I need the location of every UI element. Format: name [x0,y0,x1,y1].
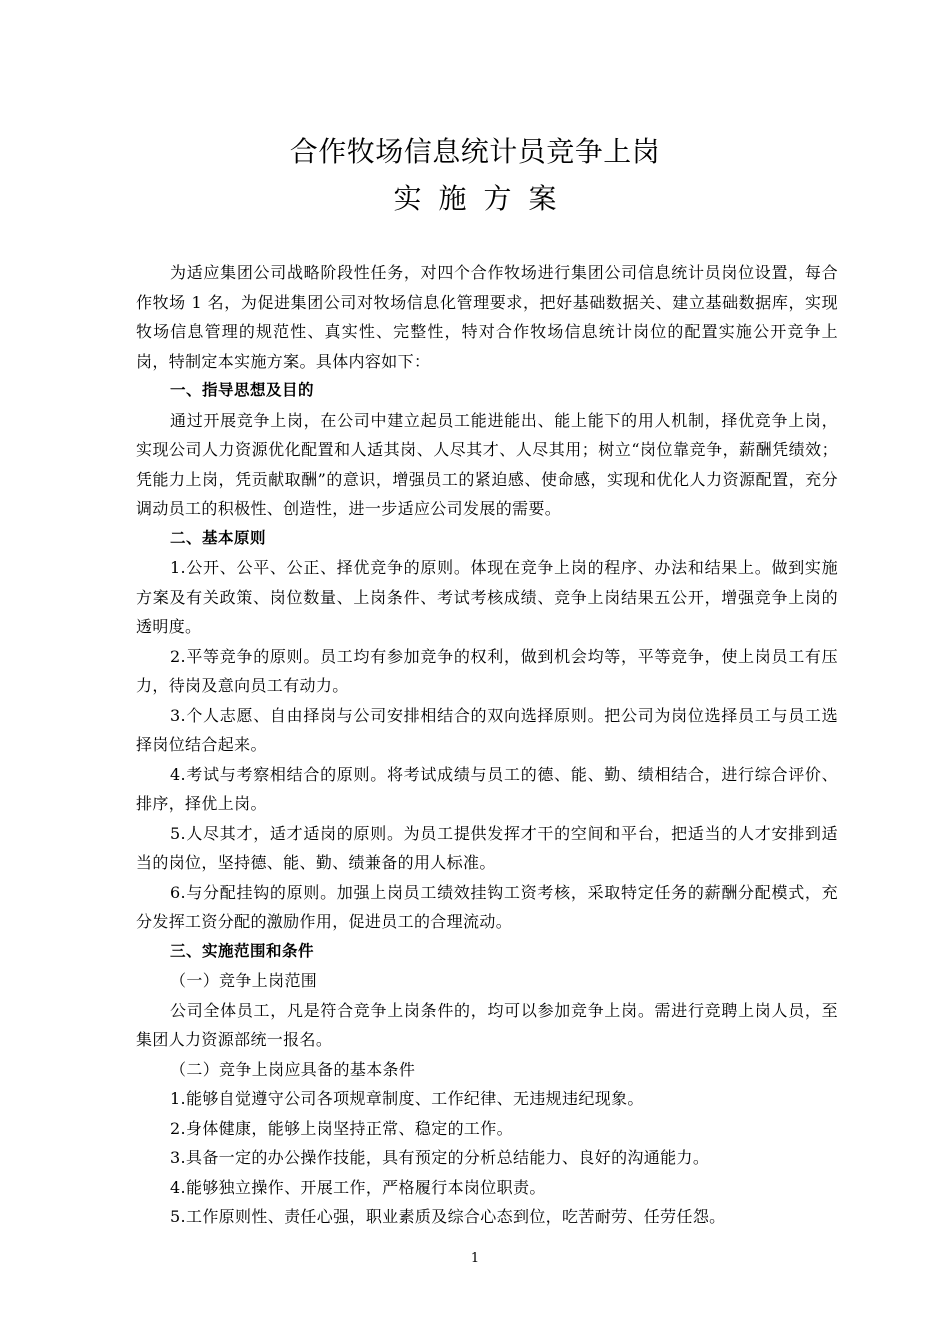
document-title: 合作牧场信息统计员竞争上岗 [289,135,661,168]
subsection-heading-scope: （一）竞争上岗范围 [170,971,318,990]
intro-paragraph: 为适应集团公司战略阶段性任务，对四个合作牧场进行集团公司信息统计员岗位设置，每合作牧场 1 名，为促进集团公司对牧场信息化管理要求，把好基础数据关、建立基础数据库，实现牧场信息管理的规范性、真实性、完整性，特对合作牧场信息统计岗位的配置实施公开竞争上岗，特制定本实施方案。具体内容如下： [136,263,838,371]
condition-item: 5.工作原则性、责任心强，职业素质及综合心态到位，吃苦耐劳、任劳任怨。 [170,1207,726,1226]
principle-item: 3.个人志愿、自由择岗与公司安排相结合的双向选择原则。把公司为岗位选择员工与员工选择岗位结合起来。 [136,705,838,754]
section-heading-guiding-thought: 一、指导思想及目的 [170,381,315,399]
condition-item: 4.能够独立操作、开展工作，严格履行本岗位职责。 [170,1177,546,1197]
condition-item: 1.能够自觉遵守公司各项规章制度、工作纪律、无违规违纪现象。 [170,1089,644,1108]
condition-item: 3.具备一定的办公操作技能，具有预定的分析总结能力、良好的沟通能力。 [170,1148,710,1167]
principle-item: 1.公开、公平、公正、择优竞争的原则。体现在竞争上岗的程序、办法和结果上。做到实施方案及有关政策、岗位数量、上岗条件、考试考核成绩、竞争上岗结果五公开，增强竞争上岗的透明度。 [136,558,838,636]
section-heading-scope-conditions: 三、实施范围和条件 [170,941,315,960]
document-body [136,258,838,1232]
condition-item: 2.身体健康，能够上岗坚持正常、稳定的工作。 [170,1118,513,1138]
principle-item: 5.人尽其才，适才适岗的原则。为员工提供发挥才干的空间和平台，把适当的人才安排到适当的岗位，坚持德、能、勤、绩兼备的用人标准。 [136,823,838,872]
principle-item: 2.平等竞争的原则。员工均有参加竞争的权利，做到机会均等，平等竞争，使上岗员工有压力，待岗及意向员工有动力。 [136,646,838,695]
page-number: 1 [470,1251,480,1266]
subsection-heading-conditions: （二）竞争上岗应具备的基本条件 [170,1059,416,1079]
scope-paragraph: 公司全体员工，凡是符合竞争上岗条件的，均可以参加竞争上岗。需进行竞聘上岗人员，至集团人力资源部统一报名。 [136,1000,838,1049]
principle-item: 4.考试与考察相结合的原则。将考试成绩与员工的德、能、勤、绩相结合，进行综合评价、排序，择优上岗。 [136,764,838,813]
principle-item: 6.与分配挂钩的原则。加强上岗员工绩效挂钩工资考核，采取特定任务的薪酬分配模式，充分发挥工资分配的激励作用，促进员工的合理流动。 [136,882,838,931]
section-heading-basic-principles: 二、基本原则 [170,528,267,547]
guiding-thought-paragraph: 通过开展竞争上岗，在公司中建立起员工能进能出、能上能下的用人机制，择优竞争上岗，实现公司人力资源优化配置和人适其岗、人尽其才、人尽其用；树立“岗位靠竞争，薪酬凭绩效；凭能力上岗，凭贡献取酬”的意识，增强员工的紧迫感、使命感，实现和优化人力资源配置，充分调动员工的积极性、创造性，进一步适应公司发展的需要。 [136,410,838,518]
document-subtitle: 实施方案 [393,182,574,215]
